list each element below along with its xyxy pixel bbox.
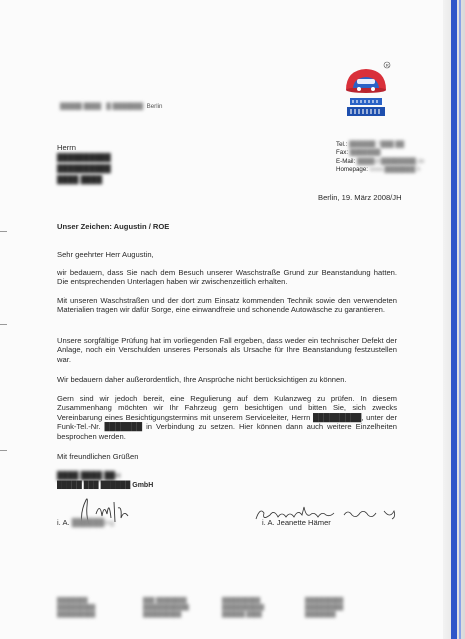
footer-text: ██████████ [57,604,96,611]
recipient-name: ██████████ [57,153,111,162]
contact-block [336,141,425,175]
svg-text:R: R [385,62,389,68]
footer-text: ███ ████████ [143,598,187,604]
company-line-2: █████ ███ ██████ GmbH [57,482,154,489]
punch-mark [0,324,7,325]
footer-col-4 [305,598,343,618]
email-label: E-Mail: [336,157,356,165]
homepage-label: Homepage: [336,166,368,174]
body-paragraph: wir bedauern, dass Sie nach dem Besuch unserer Waschstraße Grund zur Beanstandung hatten. Die entsprechenden Unterlagen haben wir zwischenzeitlich erhalten. [57,268,397,287]
body-paragraph: Wir bedauern daher außerordentlich, Ihre Ansprüche nicht berücksichtigen zu können. [57,375,347,384]
footer-text: ██████████ [305,604,344,611]
sender-line [60,103,162,110]
footer-text: ██████ ████ [222,611,262,618]
signatory-left-prefix: i. A. [57,518,70,527]
company-logo [340,60,392,120]
footer-col-2 [143,598,189,618]
tel-value: ██████ 7███ ██ [349,141,405,148]
signatory-left-name: ██████ing [71,518,115,527]
homepage-value: www.███████.h [369,166,421,174]
body-paragraph: Mit unseren Waschstraßen und der dort zum Einsatz kommenden Technik sowie den verwendeten Materialien tragen wir dafür Sorge, eine einwandfreie und schonende Autowäsche zu garantieren. [57,296,397,315]
footer-text: ████████ [305,611,336,618]
signatory-right [262,518,331,527]
tel-label: Tel.: [336,141,348,148]
footer-text: ██████████ [143,611,182,618]
signatory-right-prefix: i. A. [262,518,275,527]
subject-line: Unser Zeichen: Augustin / ROE [57,222,170,231]
body-paragraph: Unsere sorgfältige Prüfung hat im vorliegenden Fall ergeben, dass weder ein technischer Defekt der Anlage, noch ein Verschulden unseres Personals als Ursache für Ihre Beanstandung festzustellen war. [57,336,397,364]
date-line: Berlin, 19. März 2008/JH [318,193,402,202]
sender-street: █ ███████ [106,103,144,110]
footer-text: ██████████ [57,611,96,618]
footer-col-1 [57,598,95,618]
binder-stripe-highlight [459,0,461,639]
recipient-salutation: Herrn [57,143,76,152]
body-paragraph: Gern sind wir jedoch bereit, eine Regulierung auf dem Kulanzweg zu prüfen. In diesem Zusammenhang möchten wir Ihr Fahrzeug gern besichtigen und bitten Sie, sich zwecks Vereinbarung eines Besichtigungstermins mit unserem Serviceleiter, Herrn █████████, unter der Funk-Tel.-Nr. ███████ in Verbindung zu setzen. Hier können dann auch weitere Einzelheiten besprochen werden. [57,394,397,441]
sender-city: Berlin [146,103,163,110]
recipient-street: ██████████ [57,164,111,173]
company-line-1: ████ ████ ██H [57,471,121,480]
fold-mark [0,450,7,451]
footer-text: ██████████ [305,598,344,604]
footer-text: ████████████ [143,604,189,611]
closing: Mit freundlichen Grüßen [57,452,139,461]
signatory-left [57,518,114,527]
footer-text: ██████████ [222,598,261,604]
footer-text: ████████ [57,598,88,604]
fold-mark [0,231,7,232]
email-value: ████@████████.de [357,157,425,165]
greeting: Sehr geehrter Herr Augustin, [57,250,154,259]
footer-col-3 [222,598,264,618]
fax-label: Fax: [336,149,349,157]
footer-text: ███████████ [222,604,265,611]
recipient-city: ████ ████ [57,175,103,184]
binder-stripe [451,0,457,639]
fax-value: ███████ [349,149,381,157]
signatory-right-name: Jeanette Hämer [276,518,331,527]
sender-name: █████ ████ [60,103,102,110]
